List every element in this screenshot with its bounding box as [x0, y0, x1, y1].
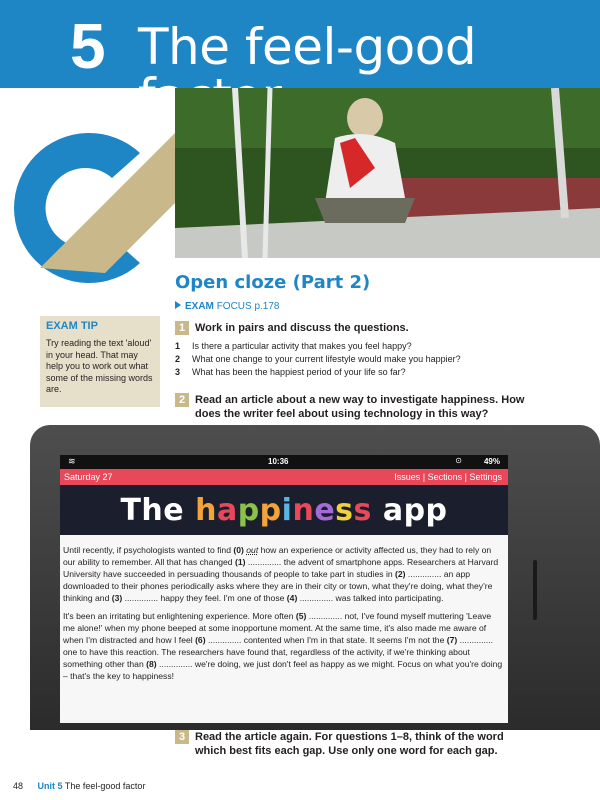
- footer-unit-title: The feel-good factor: [64, 781, 146, 791]
- exam-focus-label: EXAM: [185, 301, 214, 312]
- app-title-the: The: [120, 493, 196, 528]
- app-title-band: [60, 485, 508, 535]
- happiness-letter: p: [237, 493, 260, 528]
- page-number: 48: [13, 781, 24, 791]
- happiness-letter: e: [314, 493, 336, 528]
- happiness-letter: s: [353, 493, 372, 528]
- decorative-c-graphic: [0, 88, 180, 293]
- gap-7: (7): [446, 635, 458, 645]
- unit-number: 5: [70, 10, 106, 82]
- tablet-side-button: [533, 560, 537, 620]
- wifi-icon: ≋: [68, 456, 76, 466]
- app-bar: [60, 469, 508, 485]
- task-number-3: 3: [175, 730, 189, 744]
- rotation-lock-icon: ⊙: [455, 456, 462, 465]
- app-title-happiness: [195, 493, 372, 528]
- page-footer: [13, 781, 145, 791]
- app-title-app: app: [371, 493, 448, 528]
- gap-1: (1): [234, 557, 246, 567]
- happiness-letter: s: [335, 493, 354, 528]
- app-title: [60, 493, 508, 528]
- gap-2: (2): [395, 569, 406, 579]
- gap-5: (5): [295, 611, 307, 621]
- task-1-instruction: Work in pairs and discuss the questions.: [195, 322, 409, 334]
- arrow-icon: [175, 301, 181, 309]
- header-photo: [175, 88, 600, 258]
- exam-focus-ref: FOCUS p.178: [216, 301, 280, 312]
- gap-6: (6): [195, 635, 206, 645]
- section-heading: Open cloze (Part 2): [175, 272, 371, 293]
- gap-4: (4): [286, 593, 298, 603]
- article-paragraph-2: It's been an irritating but enlightening experience. More often (5) .............. not, I've found myself muttering 'Leave me alone!' when my phone beeped at some inopportune moment. At the same time, it's also made me aware of when I'm distracted and how I feel (6) .............. contented when I'm in that state. It seems I'm not the (7) .............. one to have this reaction. The researchers have found that, regardless of the activity, if we're thinking about something other than (8) .............. we're doing, we just don't feel as happy as we might. Focus on what you're doing – that's the key to happiness!: [63, 611, 503, 681]
- happiness-letter: h: [195, 493, 217, 528]
- gap-0-label: (0): [233, 545, 244, 555]
- unit-title: The feel-good: [138, 18, 477, 76]
- happiness-letter: p: [259, 493, 282, 528]
- happiness-letter: a: [216, 493, 238, 528]
- happiness-letter: n: [292, 493, 315, 528]
- task-2-instruction: Read an article about a new way to investigate happiness. How does the writer feel about using technology in this way?: [195, 394, 525, 420]
- task-number-1: 1: [175, 321, 189, 335]
- list-item: 2 What one change to your current lifestyle would make you happier?: [175, 354, 461, 364]
- task-1-questions: [175, 340, 575, 379]
- task-number-2: 2: [175, 393, 189, 407]
- list-item: 3 What has been the happiest period of your life so far?: [175, 367, 406, 377]
- article-body: [63, 544, 505, 688]
- battery-indicator: 49%: [483, 457, 500, 466]
- app-nav-links[interactable]: Issues | Sections | Settings: [394, 472, 502, 482]
- status-bar: [60, 455, 508, 469]
- article-paragraph-1: Until recently, if psychologists wanted to find (0) out how an experience or activity affected us, they had to rely on our ability to remember. All that has changed (1) .............. the advent of smartphone apps. Researchers at Harvard University have succeeded in persuading thousands of people to take part in studies in (2) .............. an app downloaded to their phones periodically asks where they are in their city or town, what they're doing, what they're thinking and (3) .............. happy they feel. I'm one of those (4) .............. was talked into participating.: [63, 545, 499, 603]
- gap-0-answer: out: [246, 545, 259, 555]
- exam-tip-box: [40, 316, 160, 407]
- footer-unit-label: Unit 5: [37, 781, 63, 791]
- list-item: 1 Is there a particular activity that makes you feel happy?: [175, 341, 412, 351]
- status-time: 10:36: [268, 457, 289, 466]
- happiness-letter: i: [281, 493, 293, 528]
- exam-tip-text: Try reading the text 'aloud' in your head. That may help you to work out what some of the missing words are.: [46, 338, 153, 394]
- gap-8: (8): [146, 659, 157, 669]
- exam-tip-title: EXAM TIP: [46, 320, 98, 332]
- app-date: Saturday 27: [64, 472, 113, 482]
- gap-3: (3): [111, 593, 123, 603]
- task-3-instruction: Read the article again. For questions 1–8, think of the word which best fits each gap. Use only one word for each gap.: [195, 731, 504, 757]
- exam-focus-link[interactable]: [175, 301, 280, 312]
